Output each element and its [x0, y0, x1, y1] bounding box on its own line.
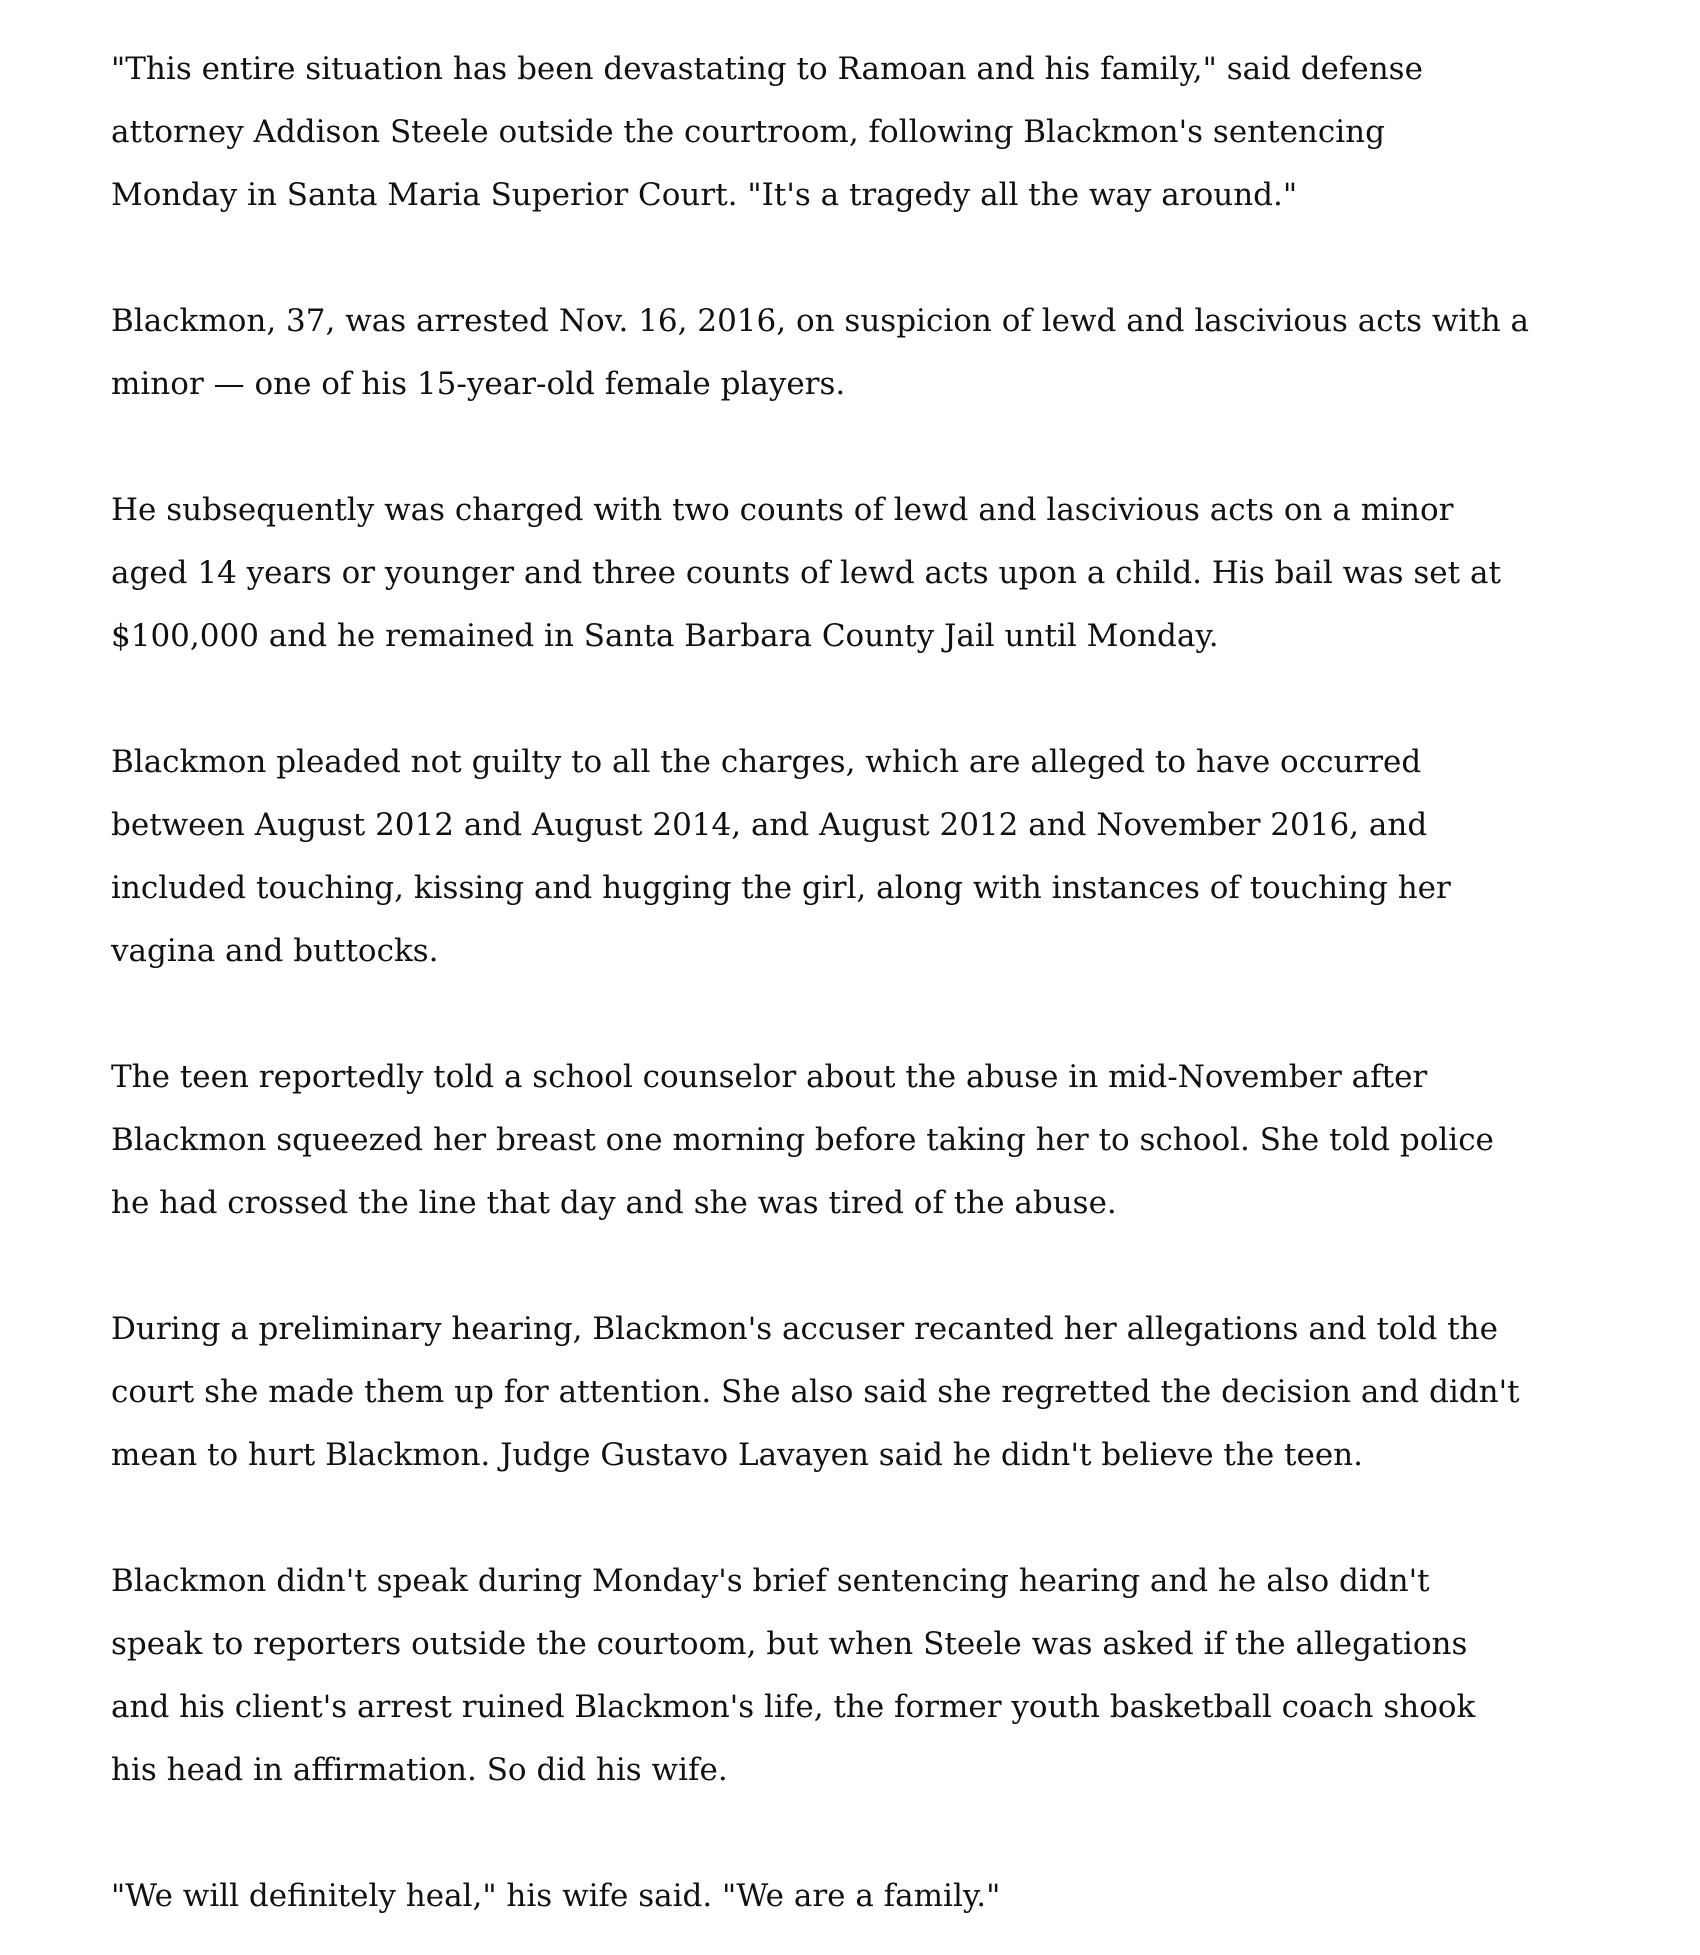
text-line: aged 14 years or younger and three counts of lewd acts upon a child. His bail was set at: [111, 555, 1501, 591]
paragraph: [111, 1046, 1611, 1235]
paragraph: [111, 1865, 1611, 1928]
text-line: $100,000 and he remained in Santa Barbara County Jail until Monday.: [111, 618, 1219, 654]
text-line: included touching, kissing and hugging the girl, along with instances of touching her: [111, 870, 1451, 906]
text-line: minor — one of his 15-year-old female players.: [111, 366, 846, 402]
text-line: "This entire situation has been devastating to Ramoan and his family," said defense: [111, 51, 1423, 87]
text-line: Blackmon didn't speak during Monday's brief sentencing hearing and he also didn't: [111, 1563, 1430, 1599]
text-line: He subsequently was charged with two counts of lewd and lascivious acts on a minor: [111, 492, 1454, 528]
paragraph: [111, 290, 1611, 416]
text-line: attorney Addison Steele outside the courtroom, following Blackmon's sentencing: [111, 114, 1385, 150]
paragraph: [111, 1550, 1611, 1802]
text-line: Blackmon, 37, was arrested Nov. 16, 2016, on suspicion of lewd and lascivious acts with a: [111, 303, 1530, 339]
text-line: mean to hurt Blackmon. Judge Gustavo Lavayen said he didn't believe the teen.: [111, 1437, 1364, 1473]
paragraph: [111, 731, 1611, 983]
text-line: During a preliminary hearing, Blackmon's accuser recanted her allegations and told the: [111, 1311, 1498, 1347]
text-line: he had crossed the line that day and she was tired of the abuse.: [111, 1185, 1117, 1221]
text-line: between August 2012 and August 2014, and August 2012 and November 2016, and: [111, 807, 1428, 843]
paragraph: [111, 479, 1611, 668]
paragraph: [111, 38, 1611, 227]
text-line: court she made them up for attention. She also said she regretted the decision and didn't: [111, 1374, 1520, 1410]
text-line: Blackmon squeezed her breast one morning before taking her to school. She told police: [111, 1122, 1494, 1158]
text-line: and his client's arrest ruined Blackmon's life, the former youth basketball coach shook: [111, 1689, 1476, 1725]
text-line: Blackmon pleaded not guilty to all the charges, which are alleged to have occurred: [111, 744, 1422, 780]
text-line: The teen reportedly told a school counselor about the abuse in mid-November after: [111, 1059, 1428, 1095]
text-line: vagina and buttocks.: [111, 933, 439, 969]
text-line: Monday in Santa Maria Superior Court. "It's a tragedy all the way around.": [111, 177, 1298, 213]
paragraph: [111, 1298, 1611, 1487]
text-line: speak to reporters outside the courtoom, but when Steele was asked if the allegations: [111, 1626, 1468, 1662]
article-body: [111, 38, 1611, 1928]
text-line: his head in affirmation. So did his wife.: [111, 1752, 728, 1788]
text-line: "We will definitely heal," his wife said. "We are a family.": [111, 1878, 1001, 1914]
